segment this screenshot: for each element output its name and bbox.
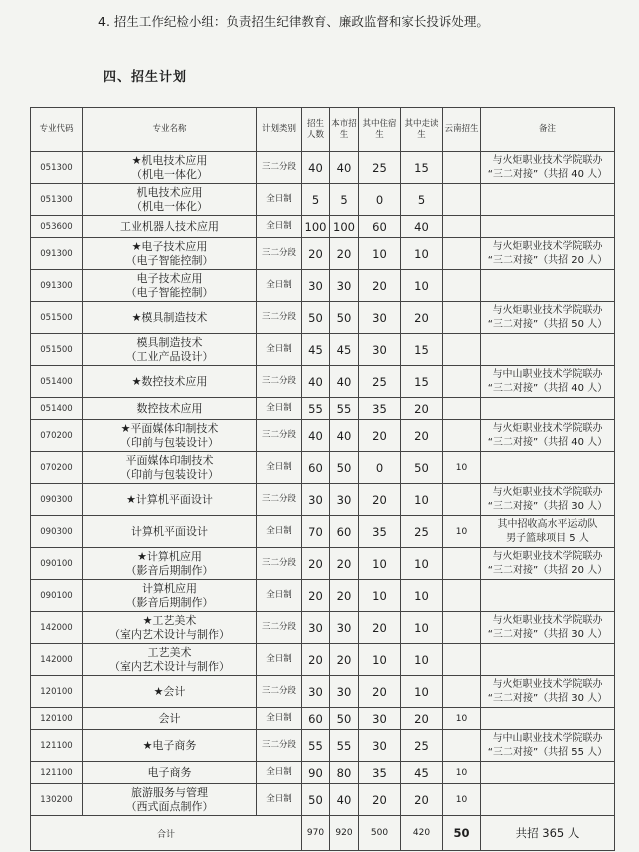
cell-plan-type: 全日制	[257, 184, 302, 216]
cell-local: 30	[330, 676, 359, 708]
cell-boarding: 30	[359, 334, 401, 366]
cell-boarding: 25	[359, 152, 401, 184]
cell-plan-type: 全日制	[257, 452, 302, 484]
name-line: （室内艺术设计与制作）	[109, 659, 230, 673]
note-line: 与火炬职业技术学院联办	[492, 304, 603, 316]
name-line: ★数控技术应用	[131, 374, 208, 388]
cell-yunnan: 10	[443, 452, 481, 484]
name-line: （影音后期制作）	[125, 595, 214, 609]
cell-code: 090100	[31, 548, 83, 580]
total-row	[31, 816, 615, 851]
header-local: 本市招生	[330, 108, 359, 152]
header-note: 备注	[481, 108, 615, 152]
cell-local: 20	[330, 580, 359, 612]
note-line: 与火炬职业技术学院联办	[492, 550, 603, 562]
cell-plan-type: 三二分段	[257, 730, 302, 762]
cell-enroll: 50	[302, 302, 330, 334]
table-row	[31, 484, 615, 516]
total-enroll: 970	[302, 816, 330, 851]
cell-day: 10	[401, 580, 443, 612]
total-label: 合计	[31, 816, 302, 851]
table-row	[31, 152, 615, 184]
cell-boarding: 20	[359, 676, 401, 708]
cell-enroll: 50	[302, 784, 330, 816]
note-line: “三二对接”（共招 30 人）	[487, 500, 608, 512]
cell-note	[481, 152, 615, 184]
cell-day: 20	[401, 708, 443, 730]
header-boarding: 其中住宿生	[359, 108, 401, 152]
name-line: 电子技术应用	[136, 271, 203, 285]
table-row	[31, 420, 615, 452]
cell-yunnan	[443, 420, 481, 452]
table-row	[31, 708, 615, 730]
cell-yunnan	[443, 270, 481, 302]
cell-day: 25	[401, 516, 443, 548]
cell-name	[83, 152, 257, 184]
cell-name	[83, 238, 257, 270]
cell-code: 121100	[31, 730, 83, 762]
note-line: 其中招收高水平运动队	[497, 518, 598, 530]
name-line: ★机电技术应用	[131, 153, 208, 167]
cell-enroll: 55	[302, 398, 330, 420]
name-line: （印前与包装设计）	[120, 435, 219, 449]
note-line: 与中山职业技术学院联办	[492, 732, 603, 744]
cell-name	[83, 216, 257, 238]
name-line: （电子智能控制）	[125, 253, 214, 267]
cell-boarding: 0	[359, 184, 401, 216]
cell-code: 070200	[31, 452, 83, 484]
cell-enroll: 90	[302, 762, 330, 784]
cell-day: 20	[401, 420, 443, 452]
cell-note	[481, 420, 615, 452]
cell-day: 25	[401, 730, 443, 762]
cell-yunnan	[443, 612, 481, 644]
cell-yunnan: 10	[443, 762, 481, 784]
cell-yunnan: 10	[443, 784, 481, 816]
cell-name	[83, 762, 257, 784]
cell-plan-type: 三二分段	[257, 366, 302, 398]
cell-code: 051400	[31, 398, 83, 420]
cell-boarding: 20	[359, 784, 401, 816]
table-row	[31, 784, 615, 816]
cell-plan-type: 三二分段	[257, 238, 302, 270]
note-line: “三二对接”（共招 30 人）	[487, 628, 608, 640]
cell-day: 10	[401, 270, 443, 302]
cell-boarding: 10	[359, 238, 401, 270]
note-line: “三二对接”（共招 55 人）	[487, 746, 608, 758]
cell-code: 130200	[31, 784, 83, 816]
cell-note	[481, 516, 615, 548]
cell-note	[481, 762, 615, 784]
cell-yunnan	[443, 366, 481, 398]
cell-code: 142000	[31, 612, 83, 644]
cell-plan-type: 全日制	[257, 644, 302, 676]
cell-enroll: 30	[302, 484, 330, 516]
table-row	[31, 184, 615, 216]
note-line: 与火炬职业技术学院联办	[492, 422, 603, 434]
cell-day: 20	[401, 302, 443, 334]
cell-plan-type: 三二分段	[257, 152, 302, 184]
name-line: 工业机器人技术应用	[120, 219, 219, 233]
name-line: ★计算机应用	[137, 549, 202, 563]
note-line: 与火炬职业技术学院联办	[492, 240, 603, 252]
cell-name	[83, 484, 257, 516]
note-line: 与火炬职业技术学院联办	[492, 154, 603, 166]
cell-day: 45	[401, 762, 443, 784]
cell-enroll: 30	[302, 612, 330, 644]
cell-boarding: 20	[359, 612, 401, 644]
cell-local: 40	[330, 366, 359, 398]
cell-code: 120100	[31, 676, 83, 708]
cell-name	[83, 516, 257, 548]
section-heading: 四、招生计划	[103, 70, 188, 85]
cell-plan-type: 全日制	[257, 334, 302, 366]
cell-yunnan	[443, 398, 481, 420]
total-note: 共招 365 人	[481, 816, 615, 851]
name-line: ★模具制造技术	[131, 310, 208, 324]
cell-note	[481, 302, 615, 334]
name-line: 电子商务	[147, 765, 192, 779]
cell-yunnan	[443, 334, 481, 366]
table-row	[31, 548, 615, 580]
cell-local: 80	[330, 762, 359, 784]
cell-yunnan	[443, 184, 481, 216]
cell-boarding: 35	[359, 762, 401, 784]
cell-yunnan	[443, 238, 481, 270]
cell-day: 10	[401, 676, 443, 708]
cell-enroll: 60	[302, 708, 330, 730]
table-row	[31, 270, 615, 302]
name-line: 平面媒体印制技术	[125, 453, 214, 467]
cell-yunnan	[443, 548, 481, 580]
cell-plan-type: 三二分段	[257, 484, 302, 516]
table-row	[31, 730, 615, 762]
cell-boarding: 30	[359, 302, 401, 334]
cell-code: 142000	[31, 644, 83, 676]
cell-name	[83, 730, 257, 762]
cell-name	[83, 676, 257, 708]
cell-day: 10	[401, 644, 443, 676]
cell-enroll: 20	[302, 580, 330, 612]
header-code: 专业代码	[31, 108, 83, 152]
cell-yunnan	[443, 580, 481, 612]
header-name: 专业名称	[83, 108, 257, 152]
cell-name	[83, 366, 257, 398]
cell-plan-type: 三二分段	[257, 548, 302, 580]
cell-enroll: 60	[302, 452, 330, 484]
name-line: 机电技术应用	[136, 185, 203, 199]
cell-plan-type: 全日制	[257, 762, 302, 784]
cell-local: 55	[330, 730, 359, 762]
name-line: （室内艺术设计与制作）	[109, 627, 230, 641]
table-row	[31, 676, 615, 708]
name-line: ★工艺美术	[142, 613, 197, 627]
name-line: （影音后期制作）	[125, 563, 214, 577]
cell-name	[83, 398, 257, 420]
cell-code: 090100	[31, 580, 83, 612]
cell-enroll: 5	[302, 184, 330, 216]
cell-local: 5	[330, 184, 359, 216]
header-enroll: 招生人数	[302, 108, 330, 152]
cell-day: 10	[401, 484, 443, 516]
cell-name	[83, 334, 257, 366]
cell-code: 121100	[31, 762, 83, 784]
cell-day: 40	[401, 216, 443, 238]
cell-yunnan	[443, 676, 481, 708]
table-row	[31, 398, 615, 420]
cell-plan-type: 三二分段	[257, 420, 302, 452]
cell-code: 120100	[31, 708, 83, 730]
name-line: 计算机应用	[142, 581, 197, 595]
table-row	[31, 452, 615, 484]
cell-code: 090300	[31, 516, 83, 548]
cell-boarding: 25	[359, 366, 401, 398]
cell-day: 5	[401, 184, 443, 216]
cell-boarding: 10	[359, 580, 401, 612]
note-line: “三二对接”（共招 20 人）	[487, 564, 608, 576]
note-line: 与中山职业技术学院联办	[492, 368, 603, 380]
cell-note	[481, 612, 615, 644]
cell-day: 15	[401, 334, 443, 366]
cell-code: 053600	[31, 216, 83, 238]
cell-day: 10	[401, 238, 443, 270]
cell-plan-type: 全日制	[257, 398, 302, 420]
cell-name	[83, 270, 257, 302]
cell-code: 051300	[31, 152, 83, 184]
cell-plan-type: 全日制	[257, 516, 302, 548]
total-local: 920	[330, 816, 359, 851]
cell-note	[481, 216, 615, 238]
cell-local: 20	[330, 238, 359, 270]
cell-local: 55	[330, 398, 359, 420]
cell-note	[481, 708, 615, 730]
cell-note	[481, 548, 615, 580]
cell-local: 20	[330, 644, 359, 676]
cell-local: 30	[330, 612, 359, 644]
name-line: 计算机平面设计	[131, 524, 208, 538]
cell-day: 10	[401, 548, 443, 580]
cell-day: 20	[401, 784, 443, 816]
table-row	[31, 334, 615, 366]
enrollment-plan-table	[30, 107, 615, 851]
cell-plan-type: 全日制	[257, 708, 302, 730]
cell-boarding: 35	[359, 398, 401, 420]
cell-note	[481, 644, 615, 676]
table-row	[31, 302, 615, 334]
cell-yunnan	[443, 216, 481, 238]
cell-yunnan	[443, 152, 481, 184]
cell-plan-type: 三二分段	[257, 676, 302, 708]
note-line: “三二对接”（共招 30 人）	[487, 692, 608, 704]
cell-note	[481, 398, 615, 420]
cell-plan-type: 全日制	[257, 270, 302, 302]
cell-code: 091300	[31, 238, 83, 270]
total-yunnan: 50	[443, 816, 481, 851]
name-line: ★电子技术应用	[131, 239, 208, 253]
total-boarding: 500	[359, 816, 401, 851]
intro-paragraph: 4. 招生工作纪检小组：负责招生纪律教育、廉政监督和家长投诉处理。	[98, 14, 489, 29]
note-line: “三二对接”（共招 50 人）	[487, 318, 608, 330]
cell-enroll: 30	[302, 270, 330, 302]
name-line: （机电一体化）	[131, 167, 208, 181]
table-row	[31, 366, 615, 398]
cell-code: 091300	[31, 270, 83, 302]
cell-local: 50	[330, 452, 359, 484]
cell-boarding: 35	[359, 516, 401, 548]
cell-note	[481, 730, 615, 762]
cell-yunnan	[443, 484, 481, 516]
cell-boarding: 30	[359, 708, 401, 730]
cell-name	[83, 580, 257, 612]
header-plan-type: 计划类别	[257, 108, 302, 152]
table-row	[31, 238, 615, 270]
cell-local: 50	[330, 302, 359, 334]
cell-day: 20	[401, 398, 443, 420]
cell-code: 090300	[31, 484, 83, 516]
note-line: 与火炬职业技术学院联办	[492, 678, 603, 690]
cell-enroll: 40	[302, 420, 330, 452]
cell-plan-type: 全日制	[257, 216, 302, 238]
cell-name	[83, 420, 257, 452]
cell-code: 051400	[31, 366, 83, 398]
note-line: “三二对接”（共招 40 人）	[487, 382, 608, 394]
cell-note	[481, 676, 615, 708]
cell-name	[83, 184, 257, 216]
cell-plan-type: 全日制	[257, 784, 302, 816]
cell-local: 40	[330, 784, 359, 816]
name-line: （西式面点制作）	[125, 799, 214, 813]
cell-enroll: 40	[302, 152, 330, 184]
name-line: （印前与包装设计）	[120, 467, 219, 481]
table-row	[31, 644, 615, 676]
name-line: 数控技术应用	[136, 401, 203, 415]
total-day: 420	[401, 816, 443, 851]
note-line: “三二对接”（共招 40 人）	[487, 436, 608, 448]
cell-enroll: 30	[302, 676, 330, 708]
header-yunnan: 云南招生	[443, 108, 481, 152]
note-line: 与火炬职业技术学院联办	[492, 486, 603, 498]
cell-enroll: 70	[302, 516, 330, 548]
cell-day: 10	[401, 612, 443, 644]
cell-day: 50	[401, 452, 443, 484]
cell-code: 070200	[31, 420, 83, 452]
name-line: （电子智能控制）	[125, 285, 214, 299]
cell-local: 60	[330, 516, 359, 548]
cell-local: 40	[330, 420, 359, 452]
cell-local: 45	[330, 334, 359, 366]
cell-note	[481, 334, 615, 366]
cell-enroll: 55	[302, 730, 330, 762]
cell-yunnan: 10	[443, 516, 481, 548]
table-body	[31, 152, 615, 816]
table-header-row	[31, 108, 615, 152]
cell-enroll: 20	[302, 548, 330, 580]
cell-local: 40	[330, 152, 359, 184]
table-row	[31, 580, 615, 612]
cell-boarding: 30	[359, 730, 401, 762]
cell-code: 051500	[31, 302, 83, 334]
cell-yunnan: 10	[443, 708, 481, 730]
cell-code: 051300	[31, 184, 83, 216]
note-line: “三二对接”（共招 40 人）	[487, 168, 608, 180]
cell-boarding: 20	[359, 484, 401, 516]
cell-local: 30	[330, 270, 359, 302]
cell-note	[481, 580, 615, 612]
cell-local: 20	[330, 548, 359, 580]
name-line: 工艺美术	[147, 645, 192, 659]
cell-name	[83, 708, 257, 730]
cell-enroll: 45	[302, 334, 330, 366]
cell-note	[481, 238, 615, 270]
cell-local: 30	[330, 484, 359, 516]
cell-note	[481, 366, 615, 398]
name-line: ★电子商务	[142, 738, 197, 752]
cell-note	[481, 184, 615, 216]
name-line: ★计算机平面设计	[126, 492, 213, 506]
note-line: 男子篮球项目 5 人	[506, 532, 589, 544]
cell-name	[83, 612, 257, 644]
cell-note	[481, 452, 615, 484]
cell-yunnan	[443, 302, 481, 334]
cell-note	[481, 784, 615, 816]
cell-name	[83, 784, 257, 816]
name-line: 模具制造技术	[136, 335, 203, 349]
cell-boarding: 10	[359, 548, 401, 580]
name-line: ★会计	[153, 684, 186, 698]
cell-name	[83, 548, 257, 580]
name-line: 旅游服务与管理	[131, 785, 208, 799]
name-line: （机电一体化）	[131, 199, 208, 213]
cell-name	[83, 452, 257, 484]
name-line: ★平面媒体印制技术	[120, 421, 219, 435]
name-line: 会计	[158, 711, 181, 725]
cell-local: 50	[330, 708, 359, 730]
name-line: （工业产品设计）	[125, 349, 214, 363]
cell-plan-type: 全日制	[257, 580, 302, 612]
cell-code: 051500	[31, 334, 83, 366]
note-line: 与火炬职业技术学院联办	[492, 614, 603, 626]
cell-plan-type: 三二分段	[257, 612, 302, 644]
cell-day: 15	[401, 366, 443, 398]
cell-boarding: 20	[359, 270, 401, 302]
cell-enroll: 40	[302, 366, 330, 398]
cell-boarding: 60	[359, 216, 401, 238]
cell-boarding: 20	[359, 420, 401, 452]
table-row	[31, 216, 615, 238]
header-day: 其中走读生	[401, 108, 443, 152]
table-row	[31, 612, 615, 644]
cell-yunnan	[443, 730, 481, 762]
cell-name	[83, 644, 257, 676]
cell-boarding: 10	[359, 644, 401, 676]
cell-plan-type: 三二分段	[257, 302, 302, 334]
cell-note	[481, 270, 615, 302]
table-row	[31, 762, 615, 784]
cell-day: 15	[401, 152, 443, 184]
note-line: “三二对接”（共招 20 人）	[487, 254, 608, 266]
cell-local: 100	[330, 216, 359, 238]
cell-note	[481, 484, 615, 516]
table-row	[31, 516, 615, 548]
cell-enroll: 20	[302, 238, 330, 270]
cell-name	[83, 302, 257, 334]
cell-enroll: 100	[302, 216, 330, 238]
cell-enroll: 20	[302, 644, 330, 676]
cell-yunnan	[443, 644, 481, 676]
cell-boarding: 0	[359, 452, 401, 484]
